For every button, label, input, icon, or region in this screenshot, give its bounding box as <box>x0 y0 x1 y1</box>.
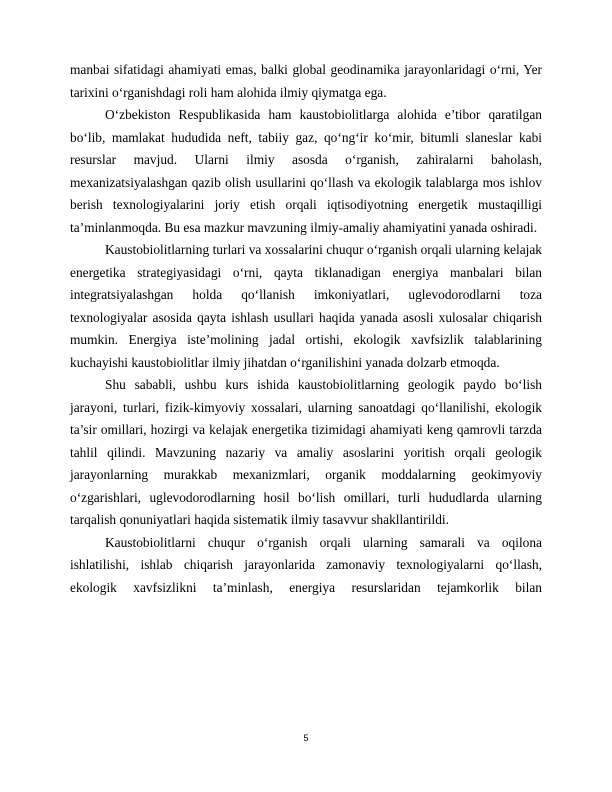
paragraph-3: Kaustobiolitlarning turlari va xossalarini chuqur o‘rganish orqali ularning kelajak energetika strategiyasidagi o‘rni, qayta tiklanadigan energiya manbalari bilan integratsiyalashgan holda qo‘llanish imkoniyatlari, uglevodorodlarni toza texnologiyalar asosida qayta ishlash usullari haqida yanada asosli xulosalar chiqarish mumkin. Energiya iste’molining jadal ortishi, ekologik xavfsizlik talablarining kuchayishi kaustobiolitlar ilmiy jihatdan o‘rganilishini yanada dolzarb etmoqda. <box>70 242 542 370</box>
paragraph-1: manbai sifatidagi ahamiyati emas, balki global geodinamika jarayonlaridagi o‘rni, Yer tarixini o‘rganishdagi roli ham alohida ilmiy qiymatga ega. <box>70 62 542 100</box>
paragraph-2: O‘zbekiston Respublikasida ham kaustobiolitlarga alohida e’tibor qaratilgan bo‘lib, mamlakat hududida neft, tabiiy gaz, qo‘ng‘ir ko‘mir, bitumli slaneslar kabi resurslar mavjud. Ularni ilmiy asosda o‘rganish, zahiralarni baholash, mexanizatsiyalashgan qazib olish usullarini qo‘llash va ekologik talablarga mos ishlov berish texnologiyalarini joriy etish orqali iqtisodiyotning energetik mustaqilligi ta’minlanmoqda. Bu esa mazkur mavzuning ilmiy-amaliy ahamiyatini yanada oshiradi. <box>70 107 542 235</box>
paragraph-4: Shu sababli, ushbu kurs ishida kaustobiolitlarning geologik paydo bo‘lish jarayoni, turlari, fizik-kimyoviy xossalari, ularning sanoatdagi qo‘llanilishi, ekologik ta’sir omillari, hozirgi va kelajak energetika tizimidagi ahamiyati keng qamrovli tarzda tahlil qilindi. Mavzuning nazariy va amaliy asoslarini yoritish orqali geologik jarayonlarning murakkab mexanizmlari, organik moddalarning geokimyoviy o‘zgarishlari, uglevodorodlarning hosil bo‘lish omillari, turli hududlarda ularning tarqalish qonuniyatlari haqida sistematik ilmiy tasavvur shakllantirildi. <box>70 377 542 527</box>
page-number: 5 <box>303 733 309 743</box>
paragraph-5: Kaustobiolitlarni chuqur o‘rganish orqali ularning samarali va oqilona ishlatilishi, ishlab chiqarish jarayonlarida zamonaviy texnologiyalarni qo‘llash, ekologik xavfsizlikni ta’minlash, energiya resurslaridan tejamkorlik bilan <box>70 534 542 595</box>
document-page <box>70 59 542 599</box>
